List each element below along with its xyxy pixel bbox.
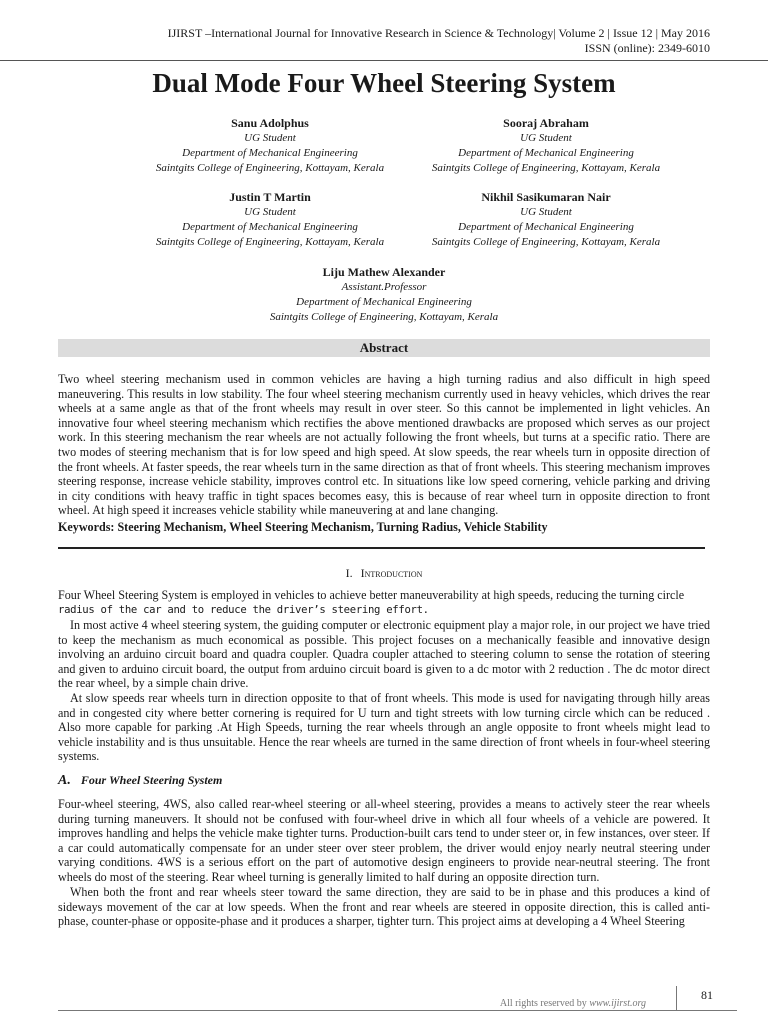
author-role: UG Student: [244, 132, 296, 144]
author-college: Saintgits College of Engineering, Kottayam, Kerala: [431, 162, 661, 174]
author-dept: Department of Mechanical Engineering: [458, 147, 634, 159]
journal-line: IJIRST –International Journal for Innovative Research in Science & Technology| Volume 2 | Issue 12 | May 2016: [167, 26, 710, 40]
header-rule: [0, 60, 768, 61]
author-dept: Department of Mechanical Engineering: [296, 296, 472, 308]
author-college: Saintgits College of Engineering, Kottayam, Kerala: [155, 236, 385, 248]
author-role: Assistant.Professor: [341, 281, 427, 293]
author-name: Justin T Martin: [229, 190, 311, 204]
author-dept: Department of Mechanical Engineering: [458, 221, 634, 233]
page-number: 81: [676, 986, 737, 1011]
author-role: UG Student: [520, 206, 572, 218]
intro-paragraph-1: [58, 588, 710, 617]
author-college: Saintgits College of Engineering, Kottayam, Kerala: [269, 311, 499, 323]
footer-rights-text: All rights reserved by: [499, 998, 587, 1009]
author-college: Saintgits College of Engineering, Kottayam, Kerala: [155, 162, 385, 174]
section-number: I.: [345, 566, 353, 580]
author-4: [396, 190, 696, 250]
author-college: Saintgits College of Engineering, Kottayam, Kerala: [431, 236, 661, 248]
author-3: [120, 190, 420, 250]
footer-rule: [58, 1010, 676, 1011]
author-dept: Department of Mechanical Engineering: [182, 221, 358, 233]
intro-paragraph-3: At slow speeds rear wheels turn in direction opposite to that of front wheels. This mode is used for navigating through hilly areas and in congested city where better cornering is required for U turn and tight streets with low turning circle which can be reduced . Also more capable for parking .At High Speeds, turning the rear wheels through an angle opposite to front wheels might lead to vehicle instability and is thus unsuitable. Hence the rear wheels are turned in the same direction of front wheels in four-wheel steering systems.: [58, 691, 710, 764]
author-role: UG Student: [520, 132, 572, 144]
journal-header: [168, 26, 710, 56]
footer-rights: [500, 998, 646, 1010]
subsection-title: Four Wheel Steering System: [80, 773, 223, 787]
intro-p1-line-2: radius of the car and to reduce the driver’s steering effort.: [58, 603, 429, 616]
author-role: UG Student: [244, 206, 296, 218]
subsection-letter: A.: [58, 773, 71, 788]
author-5: [234, 265, 534, 325]
keywords: Keywords: Steering Mechanism, Wheel Steering Mechanism, Turning Radius, Vehicle Stability: [58, 520, 548, 534]
abstract-heading: Abstract: [58, 339, 710, 357]
subsection-heading-four-wheel-steering: [58, 773, 222, 788]
subsection-paragraph-1: Four-wheel steering, 4WS, also called rear-wheel steering or all-wheel steering, provides a means to actively steer the rear wheels during turning maneuvers. It should not be confused with four-wheel drive in which all four wheels of a vehicle are powered. It improves handling and helps the vehicle make tighter turns. Production-built cars tend to under steer or, in few instances, over steer. If a car could automatically compensate for an under steer over steer problem, the driver would enjoy nearly neutral steering under varying conditions. 4WS is a serious effort on the part of automotive design engineers to provide near-neutral steering. The front wheels do most of the steering. Rear wheel turning is generally limited to half during an opposite direction turn.: [58, 797, 710, 884]
subsection-paragraph-2: When both the front and rear wheels steer toward the same direction, they are said to be in phase and this produces a kind of sideways movement of the car at low speeds. When the front and rear wheels are steered in opposite direction, this is called anti-phase, counter-phase or opposite-phase and it produces a sharper, tighter turn. This project aims at developing a 4 Wheel Steering: [58, 885, 710, 929]
author-name: Nikhil Sasikumaran Nair: [481, 190, 611, 204]
author-name: Sanu Adolphus: [231, 116, 309, 130]
intro-paragraph-2: In most active 4 wheel steering system, the guiding computer or electronic equipment play a major role, in our project we have tried to keep the mechanism as much economical as possible. This project focuses on a mechanically feasible and innovative design involving an arduino circuit board and quadra coupler. Quadra coupler attached to steering column to sense the rotation of steering and given to arduino circuit board, the output from arduino circuit board is given to a dc motor with 2 reduction . The dc motor direct the rear wheel, by a simple chain drive.: [58, 618, 710, 691]
author-name: Sooraj Abraham: [503, 116, 589, 130]
author-2: [396, 116, 696, 176]
section-divider: [58, 547, 705, 549]
paper-title: Dual Mode Four Wheel Steering System: [152, 68, 616, 98]
section-heading-introduction: [0, 566, 768, 580]
author-1: [120, 116, 420, 176]
section-title: Introduction: [360, 566, 423, 580]
intro-p1-line-1: Four Wheel Steering System is employed in vehicles to achieve better maneuverability at high speeds, reducing the turning circle: [58, 588, 685, 602]
abstract-text: Two wheel steering mechanism used in common vehicles are having a high turning radius and also difficult in high speed maneuvering. This results in low stability. The four wheel steering mechanism currently used in heavy vehicles, which drives the rear wheels at a same angle as that of the front wheels may result in over steer. So this cannot be implemented in light vehicles. An innovative four wheel steering mechanism which rectifies the above mentioned drawbacks are proposed which serves as our project work. In this steering mechanism the rear wheels are not actually following the front wheels, but turns at a specific ratio. There are two modes of steering mechanism that is for low speed and high speed. At slow speeds, the rear wheels turn in opposite direction of the front wheels. At faster speeds, the rear wheels turn in the same direction as that of front wheels. This steering mechanism improves steering response, increase vehicle stability, improves control etc. In situations like low speed cornering, vehicle parking and driving in city conditions with heavy traffic in tight spaces becomes easy, this is because of rear wheel turn in opposite direction to front wheel. At high speed it increases vehicle stability while maneuvering at and lane changing.: [58, 372, 710, 518]
footer-site-link[interactable]: www.ijirst.org: [589, 998, 646, 1009]
issn: ISSN (online): 2349-6010: [584, 41, 710, 55]
author-name: Liju Mathew Alexander: [322, 265, 446, 279]
author-dept: Department of Mechanical Engineering: [182, 147, 358, 159]
